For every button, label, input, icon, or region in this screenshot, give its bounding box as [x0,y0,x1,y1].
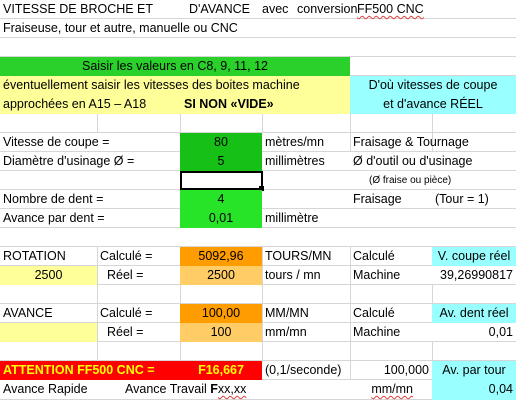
d-subnote: (Ø fraise ou pièce) [369,175,452,186]
fz-label: Avance par dent = [3,211,105,225]
feed-real-label: Réel = [107,325,144,339]
feed-calc-tag: Calculé [353,306,395,320]
feed-machine-tag: Machine [353,325,401,339]
title-mid[interactable]: D'AVANCE [189,2,250,16]
feed-real-unit [262,323,307,342]
row-17 [0,304,516,323]
row-7 [0,114,516,133]
title-ff500[interactable]: FF500 CNC [357,2,424,16]
rotation-real-unit [262,266,321,285]
feed-calc-label: Calculé = [100,306,153,320]
result-line-2[interactable]: et d'avance RÉEL [383,97,483,111]
vc-real-label: V. coupe réel [437,249,511,263]
rapid-label: Avance Rapide [3,382,88,396]
row-13 [0,228,516,247]
work-label-c: xx,xx [217,382,247,396]
z-input[interactable]: 4 [217,192,225,206]
rotation-calc-label: Calculé = [100,249,153,263]
note-bold[interactable]: SI NON «VIDE» [184,97,274,111]
work-label-a: Avance Travail [125,382,211,396]
rotation-unit: TOURS/MN [265,249,332,263]
feed-real-value[interactable]: 100 [210,325,232,339]
note-line-2[interactable]: approchées en A15 – A18 [3,97,147,111]
row-16 [0,285,516,304]
work-label [122,380,246,399]
row-20 [0,361,516,380]
z-note-b: (Tour = 1) [435,192,489,206]
rotation-calc-value[interactable]: 5092,96 [198,249,244,263]
vc-label: Vitesse de coupe = [3,135,110,149]
ff500-attention[interactable]: ATTENTION FF500 CNC = [3,363,155,377]
fz-unit: millimètre [265,211,319,225]
feed-label: AVANCE [3,306,53,320]
subtitle[interactable] [0,19,238,38]
ff500-value[interactable]: F16,667 [198,363,244,377]
d-note: Ø d'outil ou d'usinage [353,154,473,168]
title-conversion[interactable]: conversion [297,2,358,16]
subtitle-text: Fraiseuse, tour et autre, manuelle ou CNC [3,21,238,35]
row-4 [0,57,516,76]
note-line-1[interactable]: éventuellement saisir les vitesses des boites machine [3,78,300,92]
per-turn-value[interactable]: 0,04 [488,382,513,396]
selected-cell[interactable] [180,171,263,190]
feed-real-unit-text: mm/mn [265,325,307,339]
z-note-a: Fraisage [353,192,402,206]
title-left[interactable]: VITESSE DE BROCHE ET [3,2,154,16]
row-1 [0,0,516,19]
row-14 [0,247,516,266]
row-8 [0,133,516,152]
row-6 [0,95,516,114]
vc-real-value[interactable]: 39,26990817 [440,268,513,282]
d-unit: millimètres [265,154,325,168]
row-21 [0,380,516,400]
fz-input[interactable]: 0,01 [208,211,234,225]
ff500-num[interactable]: 100,000 [383,363,429,377]
d-input[interactable]: 5 [217,154,225,168]
row-18 [0,323,516,342]
feed-unit: MM/MN [265,306,309,320]
fz-real-value[interactable]: 0,01 [488,325,513,339]
ff500-mm-unit-text: mm/mn [371,382,413,396]
title-avec[interactable]: avec [262,2,289,16]
vc-input[interactable]: 80 [214,135,228,149]
per-turn-label: Av. par tour [442,363,506,377]
rotation-label: ROTATION [3,249,66,263]
row-3 [0,38,516,57]
d-label: Diamètre d'usinage Ø = [3,154,135,168]
rotation-machine-tag: Machine [353,268,401,282]
rotation-real-value[interactable]: 2500 [207,268,235,282]
rotation-machine-input[interactable]: 2500 [34,268,63,282]
row-5 [0,76,516,95]
vc-note: Fraisage & Tournage [353,135,469,149]
row-19 [0,342,516,361]
fz-real-label: Av. dent réel [439,306,509,320]
vc-unit: mètres/mn [265,135,325,149]
result-line-1[interactable]: D'où vitesses de coupe [368,78,498,92]
ff500-unit: (0,1/seconde) [265,363,342,377]
row-10 [0,171,516,190]
ff500-mm-unit [350,380,416,399]
rotation-real-label: Réel = [107,268,144,282]
rotation-calc-tag: Calculé [353,249,395,263]
row-11 [0,190,516,209]
work-label-b: F [210,382,218,396]
instruction-banner[interactable]: Saisir les valeurs en C8, 9, 11, 12 [82,59,268,73]
feed-calc-value[interactable]: 100,00 [201,306,241,320]
row-12 [0,209,516,228]
rotation-real-unit-text: tours / mn [265,268,321,282]
row-15 [0,266,516,285]
row-2 [0,19,516,38]
z-label: Nombre de dent = [3,192,104,206]
row-9 [0,152,516,171]
